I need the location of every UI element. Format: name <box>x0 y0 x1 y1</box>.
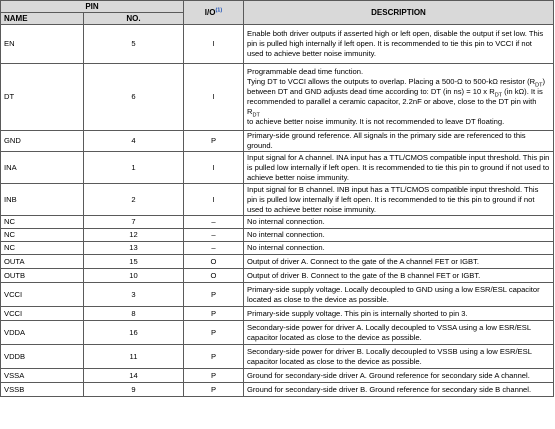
pin-description-cell <box>244 131 554 152</box>
pin-description-cell <box>244 321 554 345</box>
description-line: Input signal for A channel. INA input has a TTL/CMOS compatible input threshold. This pin is pulled low internally if left open. It is recommended to tie this pin to ground if not used to achieve better noise immunity. <box>247 152 550 182</box>
description-line: recommended to parallel a ceramic capacitor, 2.2nF or above, close to the DT pin with $R_{DT}$ <box>247 97 537 119</box>
pin-io-cell: P <box>184 369 244 383</box>
no-header: NO. <box>84 13 184 25</box>
pin-io-cell: I <box>184 184 244 216</box>
pin-name-cell: NC <box>1 216 84 229</box>
pin-io-cell: P <box>184 321 244 345</box>
pin-description-cell <box>244 229 554 242</box>
pin-number-cell: 12 <box>84 229 184 242</box>
description-header: DESCRIPTION <box>244 1 554 25</box>
pin-description-cell <box>244 216 554 229</box>
pin-io-cell: – <box>184 242 244 255</box>
description-line: Secondary-side power for driver A. Locally decoupled to VSSA using a low ESR/ESL capacitor located as close to the device as possible. <box>247 322 531 342</box>
description-line: Ground for secondary-side driver B. Ground reference for secondary side B channel. <box>247 384 532 394</box>
pin-name-cell: INB <box>1 184 84 216</box>
pin-number-cell: 15 <box>84 255 184 269</box>
pin-number-cell: 1 <box>84 152 184 184</box>
description-line: Output of driver A. Connect to the gate of the A channel FET or IGBT. <box>247 256 480 266</box>
pin-description-cell <box>244 283 554 307</box>
description-line: No internal connection. <box>247 230 325 239</box>
table-row <box>1 64 554 131</box>
io-header <box>184 1 244 25</box>
table-row <box>1 216 554 229</box>
pin-io-cell: P <box>184 283 244 307</box>
pin-number-cell: 6 <box>84 64 184 131</box>
pin-number-cell: 7 <box>84 216 184 229</box>
description-line: No internal connection. <box>247 243 325 252</box>
description-line: Ground for secondary-side driver A. Ground reference for secondary side A channel. <box>247 370 530 380</box>
pin-name-cell: NC <box>1 229 84 242</box>
pin-name-cell: VDDB <box>1 345 84 369</box>
pin-description-cell <box>244 383 554 397</box>
pin-description-cell <box>244 307 554 321</box>
subscript-text: DT <box>535 82 543 89</box>
description-line: Programmable dead time function. <box>247 67 364 76</box>
pin-name-cell: DT <box>1 64 84 131</box>
table-row <box>1 321 554 345</box>
pin-io-cell: I <box>184 25 244 64</box>
pin-io-cell: P <box>184 307 244 321</box>
pin-name-cell: OUTB <box>1 269 84 283</box>
pin-description-cell <box>244 369 554 383</box>
pin-io-cell: I <box>184 152 244 184</box>
pin-name-cell: EN <box>1 25 84 64</box>
description-line: Enable both driver outputs if asserted high or left open, disable the output if set low. This pin is pulled high internally if left open. It is recommended to tie this pin to VCCI if not used to achieve better noise immunity. <box>247 29 544 58</box>
table-row <box>1 345 554 369</box>
description-line: No internal connection. <box>247 217 325 226</box>
pin-name-cell: GND <box>1 131 84 152</box>
pin-name-cell: VCCI <box>1 283 84 307</box>
pin-number-cell: 14 <box>84 369 184 383</box>
pin-name-cell: VSSA <box>1 369 84 383</box>
pin-name-cell: VDDA <box>1 321 84 345</box>
table-row <box>1 229 554 242</box>
description-line: Output of driver B. Connect to the gate of the B channel FET or IGBT. <box>247 270 481 280</box>
pin-description-cell <box>244 152 554 184</box>
pin-io-cell: P <box>184 131 244 152</box>
pin-description-cell <box>244 269 554 283</box>
pin-io-cell: O <box>184 255 244 269</box>
pin-number-cell: 16 <box>84 321 184 345</box>
pin-io-cell: – <box>184 229 244 242</box>
table-row <box>1 383 554 397</box>
table-row <box>1 25 554 64</box>
pin-description-cell <box>244 242 554 255</box>
pin-number-cell: 11 <box>84 345 184 369</box>
pin-description-cell <box>244 345 554 369</box>
pin-rows <box>1 25 554 397</box>
pin-number-cell: 9 <box>84 383 184 397</box>
pin-name-cell: NC <box>1 242 84 255</box>
table-row <box>1 269 554 283</box>
table-row <box>1 242 554 255</box>
pin-number-cell: 2 <box>84 184 184 216</box>
pin-io-cell: P <box>184 383 244 397</box>
pin-name-cell: OUTA <box>1 255 84 269</box>
pin-number-cell: 10 <box>84 269 184 283</box>
pin-io-cell: – <box>184 216 244 229</box>
pin-description-cell <box>244 64 554 131</box>
pin-group-header: PIN <box>1 1 184 13</box>
table-row <box>1 184 554 216</box>
table-row <box>1 131 554 152</box>
table-row <box>1 152 554 184</box>
table-row <box>1 369 554 383</box>
pin-number-cell: 8 <box>84 307 184 321</box>
pin-io-cell: I <box>184 64 244 131</box>
description-line: Primary-side supply voltage. This pin is internally shorted to pin 3. <box>247 308 468 318</box>
table-row <box>1 255 554 269</box>
table-row <box>1 283 554 307</box>
pin-name-cell: VCCI <box>1 307 84 321</box>
description-line: Secondary-side power for driver B. Locally decoupled to VSSB using a low ESR/ESL capacitor located as close to the device as possible. <box>247 346 532 366</box>
io-header-label: I/O <box>204 7 216 17</box>
pin-name-cell: INA <box>1 152 84 184</box>
subscript-text: DT <box>494 92 503 99</box>
table-row <box>1 307 554 321</box>
description-line: to achieve better noise immunity. It is not recommended to leave DT floating. <box>247 117 505 126</box>
name-header: NAME <box>1 13 84 25</box>
pin-io-cell: P <box>184 345 244 369</box>
pin-number-cell: 5 <box>84 25 184 64</box>
pin-number-cell: 3 <box>84 283 184 307</box>
description-line: between DT and GND adjusts dead time according to: DT (in ns) = 10 x $R_{DT}$ (in kΩ). It is <box>247 87 543 99</box>
pin-number-cell: 4 <box>84 131 184 152</box>
description-line: Primary-side ground reference. All signals in the primary side are referenced to this ground. <box>247 131 526 150</box>
description-line: Tying DT to VCCI allows the outputs to overlap. Placing a 500-Ω to 500-kΩ resistor $(R_{DT})$ <box>247 77 545 89</box>
pin-name-cell: VSSB <box>1 383 84 397</box>
pin-io-cell: O <box>184 269 244 283</box>
subscript-text: DT <box>252 112 260 119</box>
pin-description-cell <box>244 25 554 64</box>
description-line: Input signal for B channel. INB input has a TTL/CMOS compatible input threshold. This pin is pulled low internally if left open. It is recommended to tie this pin to ground if not used to achieve better noise immunity. <box>247 184 539 214</box>
pin-description-cell <box>244 255 554 269</box>
pin-description-cell <box>244 184 554 216</box>
description-line: Primary-side supply voltage. Locally decoupled to GND using a low ESR/ESL capacitor located as close to the device as possible. <box>247 284 540 304</box>
pin-number-cell: 13 <box>84 242 184 255</box>
io-footnote-link[interactable]: (1) <box>215 6 223 13</box>
